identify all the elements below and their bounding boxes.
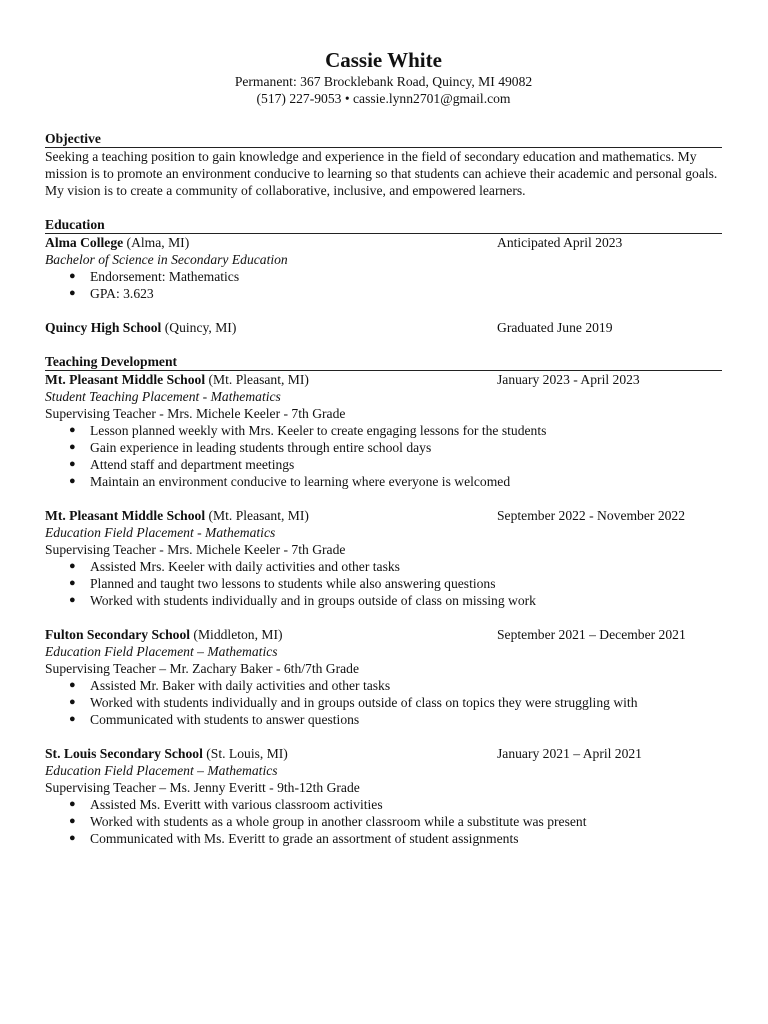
bullet-icon: ●	[69, 560, 76, 572]
list-item	[69, 268, 722, 285]
bullet-list	[45, 558, 722, 609]
entry-heading-row	[45, 319, 722, 336]
bullet-icon: ●	[69, 475, 76, 487]
institution-name: Mt. Pleasant Middle School	[45, 508, 206, 523]
placement: Student Teaching Placement - Mathematics	[45, 389, 281, 404]
candidate-name: Cassie White	[325, 48, 442, 72]
list-item	[69, 813, 722, 830]
institution-location: (Mt. Pleasant, MI)	[205, 372, 309, 387]
bullet-icon: ●	[69, 696, 76, 708]
list-item	[69, 439, 722, 456]
institution-location: (St. Louis, MI)	[202, 746, 288, 761]
address: Permanent: 367 Brocklebank Road, Quincy, MI 49082	[234, 74, 533, 89]
entry-heading-row	[45, 234, 722, 251]
supervisor: Supervising Teacher – Mr. Zachary Baker - 6th/7th Grade	[45, 661, 359, 676]
bullet-icon: ●	[69, 832, 76, 844]
education-entry	[45, 319, 722, 336]
bullet-icon: ●	[69, 458, 76, 470]
list-item	[69, 677, 722, 694]
entry-date: January 2023 - April 2023	[497, 372, 640, 387]
institution-location: (Quincy, MI)	[161, 320, 237, 335]
supervisor: Supervising Teacher – Ms. Jenny Everitt - 9th-12th Grade	[45, 780, 360, 795]
degree: Bachelor of Science in Secondary Education	[45, 252, 288, 267]
list-item-text: Maintain an environment conducive to learning where everyone is welcomed	[90, 474, 511, 489]
bullet-list	[45, 422, 722, 490]
bullet-icon: ●	[69, 713, 76, 725]
list-item-text: Communicated with students to answer questions	[90, 712, 360, 727]
entry-heading-row	[45, 507, 722, 524]
entry-institution	[45, 745, 497, 762]
bullet-icon: ●	[69, 424, 76, 436]
spacer	[45, 302, 722, 319]
supervisor: Supervising Teacher - Mrs. Michele Keeler - 7th Grade	[45, 542, 346, 557]
entry-institution	[45, 507, 497, 524]
institution-name: Alma College	[45, 235, 124, 250]
institution-name: St. Louis Secondary School	[45, 746, 203, 761]
list-item	[69, 473, 722, 490]
entry-institution	[45, 626, 497, 643]
section-title-objective: Objective	[45, 131, 101, 146]
bullet-icon: ●	[69, 441, 76, 453]
list-item	[69, 456, 722, 473]
bullet-icon: ●	[69, 287, 76, 299]
bullet-list	[45, 796, 722, 847]
list-item	[69, 422, 722, 439]
spacer	[45, 609, 722, 626]
entry-institution	[45, 371, 497, 388]
list-item-text: Assisted Mrs. Keeler with daily activities and other tasks	[90, 559, 400, 574]
entry-institution	[45, 319, 497, 336]
institution-name: Mt. Pleasant Middle School	[45, 372, 206, 387]
bullet-icon: ●	[69, 679, 76, 691]
list-item	[69, 830, 722, 847]
list-item-text: Assisted Ms. Everitt with various classroom activities	[90, 797, 383, 812]
supervisor: Supervising Teacher - Mrs. Michele Keeler - 7th Grade	[45, 406, 346, 421]
education-entry	[45, 234, 722, 302]
list-item-text: Assisted Mr. Baker with daily activities and other tasks	[90, 678, 391, 693]
list-item	[69, 575, 722, 592]
bullet-icon: ●	[69, 577, 76, 589]
bullet-icon: ●	[69, 815, 76, 827]
bullet-icon: ●	[69, 270, 76, 282]
entry-heading-row	[45, 371, 722, 388]
list-item	[69, 592, 722, 609]
placement: Education Field Placement - Mathematics	[45, 525, 276, 540]
teaching-entry	[45, 626, 722, 728]
list-item	[69, 796, 722, 813]
bullet-icon: ●	[69, 594, 76, 606]
entry-date: September 2021 – December 2021	[497, 627, 686, 642]
placement: Education Field Placement – Mathematics	[45, 763, 278, 778]
spacer	[45, 490, 722, 507]
resume-header	[45, 47, 722, 107]
bullet-icon: ●	[69, 798, 76, 810]
institution-location: (Alma, MI)	[123, 235, 190, 250]
list-item-text: Attend staff and department meetings	[90, 457, 295, 472]
entry-date: September 2022 - November 2022	[497, 508, 686, 523]
list-item-text: Endorsement: Mathematics	[90, 269, 240, 284]
institution-location: (Middleton, MI)	[190, 627, 283, 642]
list-item	[69, 694, 722, 711]
list-item-text: Planned and taught two lessons to students while also answering questions	[90, 576, 496, 591]
list-item	[69, 285, 722, 302]
teaching-entry	[45, 507, 722, 609]
section-title-education: Education	[45, 217, 105, 232]
placement: Education Field Placement – Mathematics	[45, 644, 278, 659]
list-item-text: Communicated with Ms. Everitt to grade an assortment of student assignments	[90, 831, 519, 846]
entry-institution	[45, 234, 497, 251]
institution-location: (Mt. Pleasant, MI)	[205, 508, 309, 523]
teaching-section	[45, 353, 722, 847]
spacer	[45, 728, 722, 745]
institution-name: Fulton Secondary School	[45, 627, 191, 642]
section-title-teaching: Teaching Development	[45, 354, 178, 369]
list-item-text: Worked with students individually and in groups outside of class on missing work	[90, 593, 536, 608]
teaching-entry	[45, 745, 722, 847]
list-item-text: Worked with students as a whole group in another classroom while a substitute was present	[90, 814, 587, 829]
list-item-text: Worked with students individually and in groups outside of class on topics they were struggling with	[90, 695, 638, 710]
list-item-text: Lesson planned weekly with Mrs. Keeler to create engaging lessons for the students	[90, 423, 547, 438]
institution-name: Quincy High School	[45, 320, 162, 335]
list-item-text: GPA: 3.623	[90, 286, 154, 301]
bullet-list	[45, 268, 722, 302]
list-item	[69, 711, 722, 728]
entry-heading-row	[45, 626, 722, 643]
objective-text: Seeking a teaching position to gain knowledge and experience in the field of secondary education and mathematics. My mission is to promote an environment conducive to learning so that students can achieve their academic and personal goals. My vision is to create a community of collaborative, inclusive, and empowered learners.	[45, 149, 718, 198]
teaching-entry	[45, 371, 722, 490]
entry-heading-row	[45, 745, 722, 762]
objective-section	[45, 130, 722, 199]
phone-email: (517) 227-9053 • cassie.lynn2701@gmail.com	[256, 91, 511, 106]
entry-date: Anticipated April 2023	[497, 235, 623, 250]
entry-date: January 2021 – April 2021	[497, 746, 642, 761]
education-section	[45, 216, 722, 336]
list-item	[69, 558, 722, 575]
entry-date: Graduated June 2019	[497, 320, 613, 335]
list-item-text: Gain experience in leading students through entire school days	[90, 440, 432, 455]
bullet-list	[45, 677, 722, 728]
